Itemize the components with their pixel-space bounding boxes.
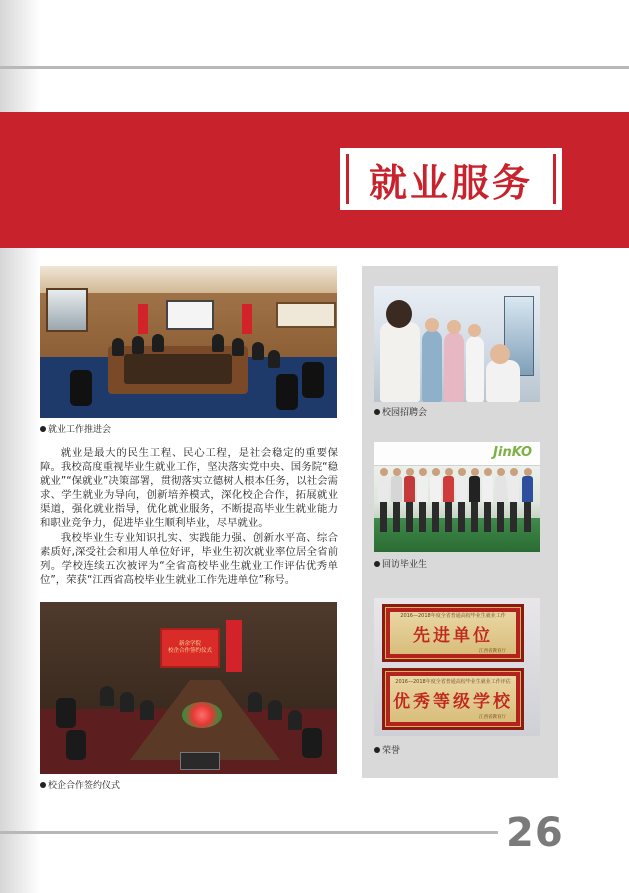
landscape-painting [46, 288, 88, 332]
bullet-dot-icon [374, 409, 380, 415]
flower-arrangement [182, 702, 222, 728]
graduate-visit-photo [374, 442, 540, 552]
section-title: 就业服务 [368, 160, 533, 205]
bottom-divider [0, 831, 498, 834]
honors-photo [374, 598, 540, 736]
bullet-dot-icon [374, 747, 380, 753]
top-divider [0, 66, 629, 69]
signing-ceremony-photo [40, 602, 337, 774]
honor-plaque-advanced-unit: 2016—2018年度全省普通高校毕业生就业工作 先进单位 江西省教育厅 [382, 604, 524, 662]
calligraphy-scroll [276, 302, 336, 328]
projection-screen [166, 300, 214, 330]
title-left-bar [346, 154, 349, 204]
honors-caption: 荣誉 [374, 743, 400, 756]
bullet-dot-icon [374, 561, 380, 567]
campus-recruitment-photo [374, 286, 540, 402]
signing-ceremony-caption: 校企合作签约仪式 [40, 778, 120, 791]
bullet-dot-icon [40, 426, 46, 432]
page-number: 26 [506, 810, 564, 856]
body-paragraph-1: 就业是最大的民生工程、民心工程，是社会稳定的重要保障。我校高度重视毕业生就业工作，坚决落实党中央、国务院“稳就业”“保就业”决策部署，贯彻落实立德树人根本任务，以社会需求、学生就业为导向，创新培养模式，深化校企合作，拓展就业渠道，强化就业指导，优化就业服务，不断提高毕业生就业能力和职业竞争力，促进毕业生顺利毕业，尽早就业。 [40, 447, 338, 529]
section-title-box [340, 148, 562, 210]
title-right-bar [553, 154, 556, 204]
monitor [180, 752, 220, 770]
employment-meeting-caption: 就业工作推进会 [40, 422, 111, 435]
campus-recruitment-caption: 校园招聘会 [374, 405, 427, 418]
graduate-visit-caption: 回访毕业生 [374, 557, 427, 570]
body-paragraph-2: 我校毕业生专业知识扎实、实践能力强、创新水平高、综合素质好,深受社会和用人单位好评，毕业生初次就业率位居全省前列。学校连续五次被评为“全省高校毕业生就业工作评估优秀单位”，荣获“江西省高校毕业生就业工作先进单位”称号。 [40, 532, 338, 586]
ceremony-screen: 新余学院 校企合作签约仪式 [160, 628, 220, 668]
employment-meeting-photo [40, 266, 337, 418]
employment-intro-text [40, 446, 338, 588]
flag [138, 304, 148, 334]
honor-plaque-excellent-school: 2016—2018年度全省普通高校毕业生就业工作评估 优秀等级学校 江西省教育厅 [382, 668, 524, 730]
flag [242, 304, 252, 334]
company-logo: JinKO [493, 445, 532, 460]
bullet-dot-icon [40, 782, 46, 788]
flag [226, 620, 242, 672]
